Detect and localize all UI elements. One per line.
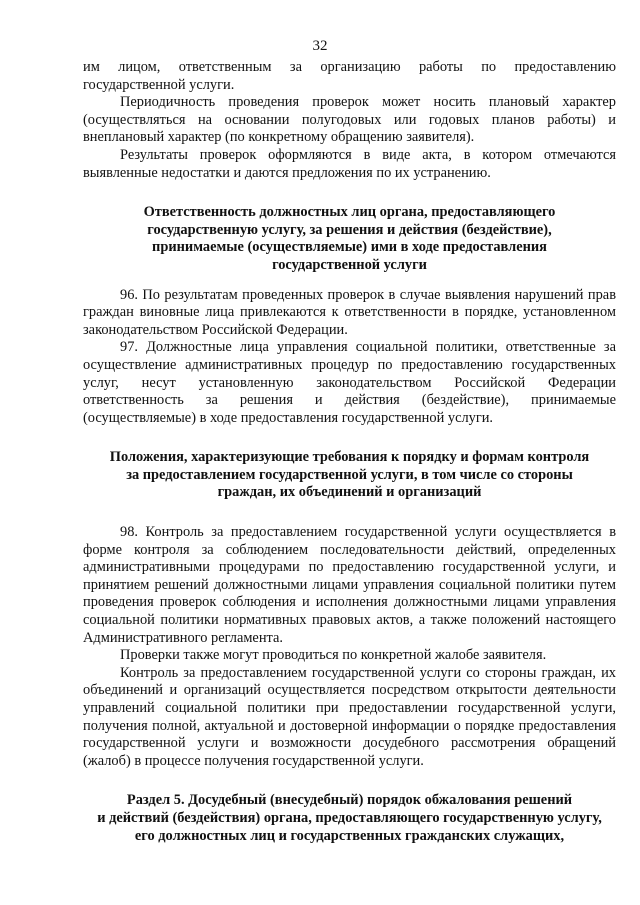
paragraph-97: 97. Должностные лица управления социальной политики, ответственные за осуществление административных процедур по предоставлению государственных услуг, несут установленную законодательством Российской Федерации ответственность за решения и действия (бездействие), принимаемые (осуществляемые) в ходе предоставления государственной услуги. <box>83 339 616 426</box>
heading-line: граждан, их объединений и организаций <box>217 484 482 501</box>
page-number: 32 <box>312 38 328 54</box>
heading-line: за предоставлением государственной услуги, в том числе со стороны <box>126 466 573 483</box>
paragraph-complaint: Проверки также могут проводиться по конкретной жалобе заявителя. <box>120 647 547 664</box>
paragraph-periodicity: Периодичность проведения проверок может носить плановый характер (осуществляться на основании полугодовых или годовых планов работы) и внеплановый характер (по конкретному обращению заявителя). <box>83 94 616 146</box>
heading-provisions <box>83 449 616 502</box>
paragraph-98: 98. Контроль за предоставлением государственной услуги осуществляется в форме контроля за соблюдением последовательности действий, определенных административными процедурами по предоставлению государственной услуги, и принятием решений должностными лицами управления социальной политики путем проведения проверок соблюдения и исполнения должностными лицами управления социальной политики нормативных правовых актов, а также положений настоящего Административного регламента. <box>83 524 616 646</box>
paragraph-96: 96. По результатам проведенных проверок в случае выявления нарушений прав граждан виновные лица привлекаются к ответственности в порядке, установленном законодательством Российской Федерации. <box>83 286 616 338</box>
paragraph-results: Результаты проверок оформляются в виде акта, в котором отмечаются выявленные недостатки и даются предложения по их устранению. <box>83 146 616 181</box>
page-content <box>83 59 616 845</box>
heading-line: государственной услуги <box>272 256 427 273</box>
heading-line: государственную услугу, за решения и действия (бездействие), <box>147 221 552 238</box>
heading-responsibility <box>83 204 616 274</box>
heading-line: Раздел 5. Досудебный (внесудебный) порядок обжалования решений <box>126 792 573 809</box>
heading-line: его должностных лиц и государственных гражданских служащих, <box>134 827 565 844</box>
heading-line: Ответственность должностных лиц органа, предоставляющего <box>143 204 556 221</box>
heading-line: и действий (бездействия) органа, предоставляющего государственную услугу, <box>97 809 602 826</box>
paragraph-citizens-control: Контроль за предоставлением государственной услуги со стороны граждан, их объединений и организаций осуществляется посредством открытости деятельности управлений социальной политики при предоставлении государственной услуги, получения полной, актуальной и достоверной информации о порядке предоставления государственной услуги и возможности досудебного рассмотрения обращений (жалоб) в процессе получения государственной услуги. <box>83 664 616 769</box>
heading-line: принимаемые (осуществляемые) ими в ходе предоставления <box>152 239 547 256</box>
heading-line: Положения, характеризующие требования к порядку и формам контроля <box>109 449 590 466</box>
heading-section-5 <box>83 792 616 845</box>
paragraph-intro: им лицом, ответственным за организацию работы по предоставлению государственной услуги. <box>83 59 616 93</box>
